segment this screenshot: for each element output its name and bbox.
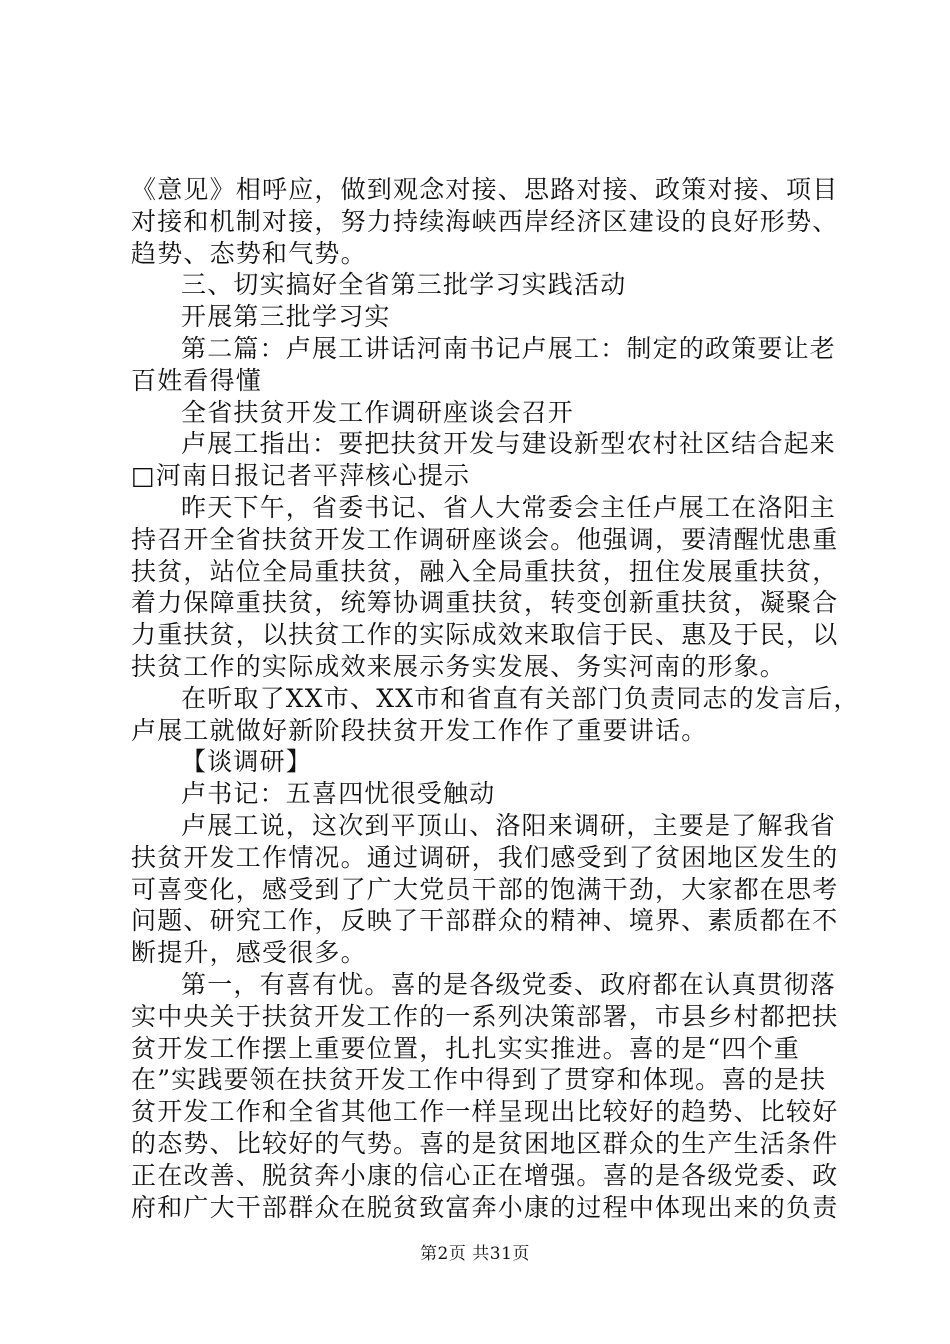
text-line: 开展第三批学习实 <box>181 302 391 332</box>
text-line: 贫开发工作摆上重要位置，扎扎实实推进。喜的是“四个重 <box>131 1033 800 1063</box>
text-line: 百姓看得懂 <box>131 365 263 395</box>
text-line: 【谈调研】 <box>181 747 313 777</box>
text-line: 贫开发工作和全省其他工作一样呈现出比较好的趋势、比较好 <box>131 1097 839 1127</box>
text-line: 第二篇：卢展工讲话河南书记卢展工：制定的政策要让老 <box>181 333 837 363</box>
text-line: 三、切实搞好全省第三批学习实践活动 <box>181 270 627 300</box>
text-line: 着力保障重扶贫，统筹协调重扶贫，转变创新重扶贫，凝聚合 <box>131 588 839 618</box>
text-line: 断提升，感受很多。 <box>131 938 367 968</box>
text-line: 在”实践要领在扶贫开发工作中得到了贯穿和体现。喜的是扶 <box>131 1065 827 1095</box>
text-line: 对接和机制对接，努力持续海峡西岸经济区建设的良好形势、 <box>131 206 839 236</box>
text-line: 全省扶贫开发工作调研座谈会召开 <box>181 397 575 427</box>
text-line: 卢展工就做好新阶段扶贫开发工作作了重要讲话。 <box>131 715 708 745</box>
text-line: 昨天下午，省委书记、省人大常委会主任卢展工在洛阳主 <box>181 492 837 522</box>
text-line: 扶贫，站位全局重扶贫，融入全局重扶贫，扭住发展重扶贫， <box>131 556 839 586</box>
text-line: 持召开全省扶贫开发工作调研座谈会。他强调，要清醒忧患重 <box>131 524 839 554</box>
text-line: 卢展工指出：要把扶贫开发与建设新型农村社区结合起来 <box>181 429 837 459</box>
text-line: □河南日报记者平萍核心提示 <box>131 461 471 491</box>
text-line: 扶贫工作的实际成效来展示务实发展、务实河南的形象。 <box>131 651 787 681</box>
text-line: 卢展工说，这次到平顶山、洛阳来调研，主要是了解我省 <box>181 810 837 840</box>
text-line: 在听取了XX市、XX市和省直有关部门负责同志的发言后， <box>181 683 860 713</box>
document-body <box>131 174 860 1223</box>
text-line: 问题、研究工作，反映了干部群众的精神、境界、素质都在不 <box>131 906 839 936</box>
text-line: 卢书记：五喜四忧很受触动 <box>181 779 496 809</box>
page-footer: 第2页 共31页 <box>420 1244 530 1264</box>
text-line: 力重扶贫，以扶贫工作的实际成效来取信于民、惠及于民，以 <box>131 620 839 650</box>
text-line: 第一，有喜有忧。喜的是各级党委、政府都在认真贯彻落 <box>181 969 837 999</box>
text-line: 的态势、比较好的气势。喜的是贫困地区群众的生产生活条件 <box>131 1128 839 1158</box>
text-line: 正在改善、脱贫奔小康的信心正在增强。喜的是各级党委、政 <box>131 1160 839 1190</box>
text-line: 可喜变化，感受到了广大党员干部的饱满干劲，大家都在思考 <box>131 874 839 904</box>
text-line: 《意见》相呼应，做到观念对接、思路对接、政策对接、项目 <box>131 175 839 204</box>
text-line: 实中央关于扶贫开发工作的一系列决策部署，市县乡村都把扶 <box>131 1001 839 1031</box>
text-line: 趋势、态势和气势。 <box>131 238 367 268</box>
text-line: 府和广大干部群众在脱贫致富奔小康的过程中体现出来的负责 <box>131 1192 839 1222</box>
text-line: 扶贫开发工作情况。通过调研，我们感受到了贫困地区发生的 <box>131 842 839 872</box>
